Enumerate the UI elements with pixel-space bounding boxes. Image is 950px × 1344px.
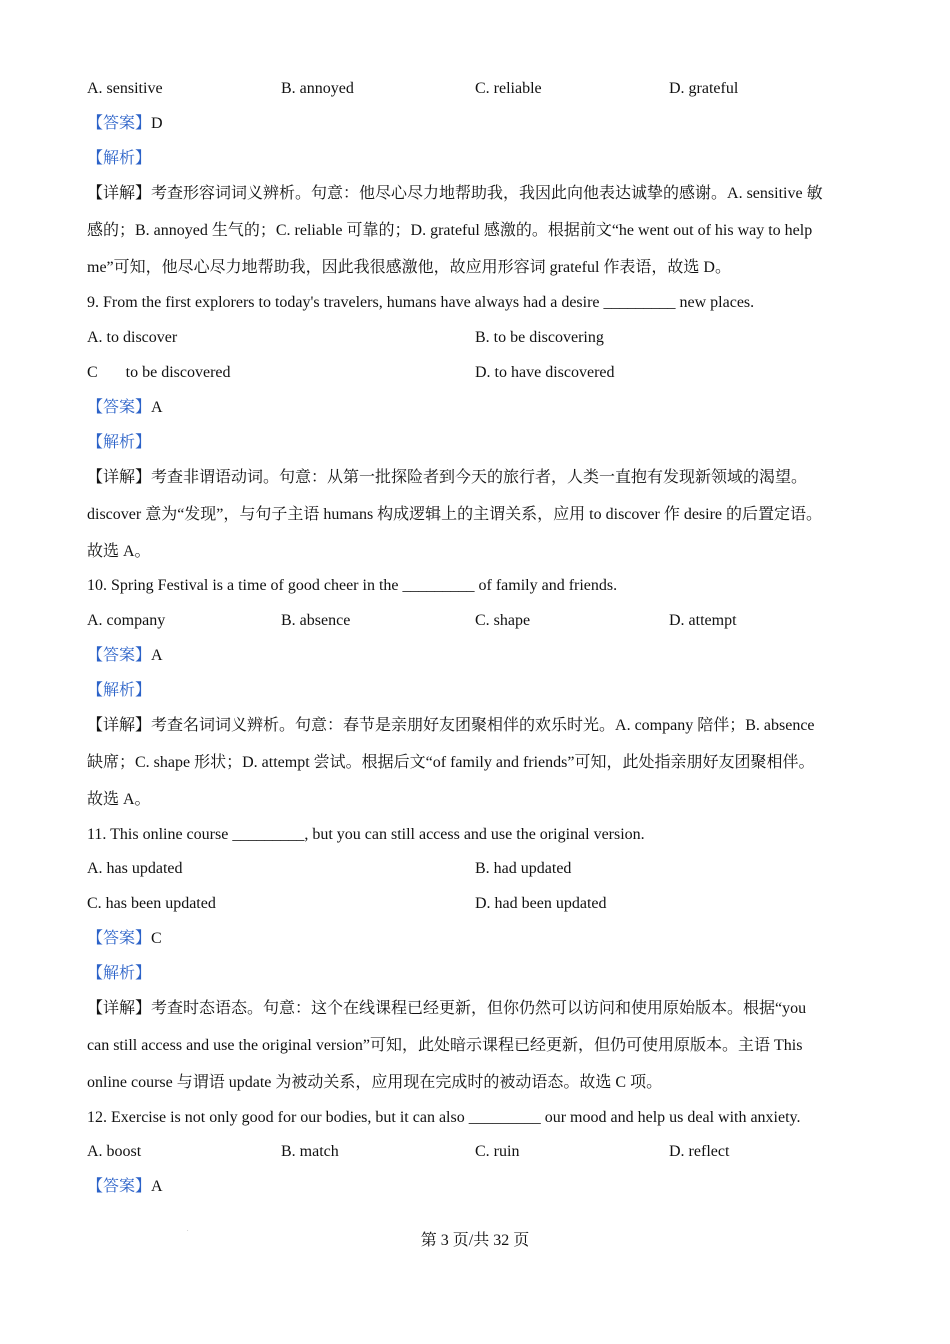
q9-option-c: C to be discovered: [87, 364, 231, 381]
answer-tag: 【答案】: [87, 1178, 152, 1195]
detail-tag: 【详解】: [87, 1000, 152, 1017]
q11-detail-line-1: [87, 999, 806, 1019]
q12-option-b: B. match: [281, 1143, 339, 1160]
q11-analysis-tag: 【解析】: [87, 965, 152, 982]
detail-tag: 【详解】: [87, 185, 152, 202]
detail-tag: 【详解】: [87, 717, 152, 734]
q12-option-a: A. boost: [87, 1143, 142, 1160]
q11-detail-line-3: online course 与谓语 update 为被动关系，应用现在完成时的被动语态。故选 C 项。: [87, 1074, 663, 1091]
q10-analysis-tag: 【解析】: [87, 682, 152, 699]
q9-detail-line-2: discover 意为“发现”，与句子主语 humans 构成逻辑上的主谓关系，应用 to discover 作 desire 的后置定语。: [87, 506, 823, 523]
q11-option-d: D. had been updated: [475, 895, 607, 912]
answer-value: D: [151, 115, 163, 132]
q9-answer: [87, 398, 163, 418]
q9-detail-line-1: [87, 468, 807, 488]
q11-answer: [87, 929, 162, 949]
q11-option-c: C. has been updated: [87, 895, 216, 912]
answer-tag: 【答案】: [87, 115, 152, 132]
q9-stem: 9. From the first explorers to today's travelers, humans have always had a desire _________ new places.: [87, 294, 755, 311]
detail-text: 考查时态语态。句意：这个在线课程已经更新，但你仍然可以访问和使用原始版本。根据“you: [151, 1000, 807, 1017]
q12-option-d: D. reflect: [669, 1143, 730, 1160]
q8-analysis-tag: 【解析】: [87, 150, 152, 167]
answer-tag: 【答案】: [87, 399, 152, 416]
answer-value: A: [151, 1178, 163, 1195]
q8-option-a: A. sensitive: [87, 80, 163, 97]
q11-stem: 11. This online course _________, but you can still access and use the original version.: [87, 826, 645, 843]
q9-analysis-tag: 【解析】: [87, 434, 152, 451]
q12-answer: [87, 1177, 163, 1197]
q10-option-b: B. absence: [281, 612, 351, 629]
detail-text: 考查形容词词义辨析。句意：他尽心尽力地帮助我，我因此向他表达诚挚的感谢。A. sensitive 敏: [151, 185, 823, 202]
q10-option-d: D. attempt: [669, 612, 737, 629]
answer-value: C: [151, 930, 162, 947]
answer-value: A: [151, 399, 163, 416]
q9-option-d: D. to have discovered: [475, 364, 615, 381]
q10-option-a: A. company: [87, 612, 166, 629]
q8-detail-line-1: [87, 184, 823, 204]
answer-value: A: [151, 647, 163, 664]
q11-detail-line-2: can still access and use the original version”可知，此处暗示课程已经更新，但仍可使用原版本。主语 This: [87, 1037, 803, 1054]
detail-text: 考查名词词义辨析。句意：春节是亲朋好友团聚相伴的欢乐时光。A. company 陪伴；B. absence: [151, 717, 815, 734]
answer-tag: 【答案】: [87, 930, 152, 947]
q12-option-c: C. ruin: [475, 1143, 520, 1160]
page-number-footer: 第 3 页/共 32 页: [420, 1232, 530, 1249]
q10-answer: [87, 646, 163, 666]
q8-detail-line-2: 感的；B. annoyed 生气的；C. reliable 可靠的；D. grateful 感激的。根据前文“he went out of his way to help: [87, 222, 813, 239]
q8-option-c: C. reliable: [475, 80, 542, 97]
q12-stem: 12. Exercise is not only good for our bodies, but it can also _________ our mood and help us deal with anxiety.: [87, 1109, 801, 1126]
q10-option-c: C. shape: [475, 612, 531, 629]
q9-option-b: B. to be discovering: [475, 329, 604, 346]
q8-option-b: B. annoyed: [281, 80, 354, 97]
q9-option-a: A. to discover: [87, 329, 178, 346]
detail-text: 考查非谓语动词。句意：从第一批探险者到今天的旅行者，人类一直抱有发现新领域的渴望。: [151, 469, 808, 486]
q8-option-d: D. grateful: [669, 80, 739, 97]
footer-dot: .: [187, 1227, 189, 1233]
detail-tag: 【详解】: [87, 469, 152, 486]
q9-detail-line-3: 故选 A。: [87, 543, 151, 560]
q10-stem: 10. Spring Festival is a time of good cheer in the _________ of family and friends.: [87, 577, 618, 594]
q10-detail-line-1: [87, 716, 815, 736]
q11-option-b: B. had updated: [475, 860, 572, 877]
answer-tag: 【答案】: [87, 647, 152, 664]
q10-detail-line-2: 缺席；C. shape 形状；D. attempt 尝试。根据后文“of family and friends”可知，此处指亲朋好友团聚相伴。: [87, 754, 815, 771]
q8-answer: [87, 114, 163, 134]
q10-detail-line-3: 故选 A。: [87, 791, 151, 808]
q11-option-a: A. has updated: [87, 860, 183, 877]
q8-detail-line-3: me”可知，他尽心尽力地帮助我，因此我很感激他，故应用形容词 grateful 作表语，故选 D。: [87, 259, 731, 276]
